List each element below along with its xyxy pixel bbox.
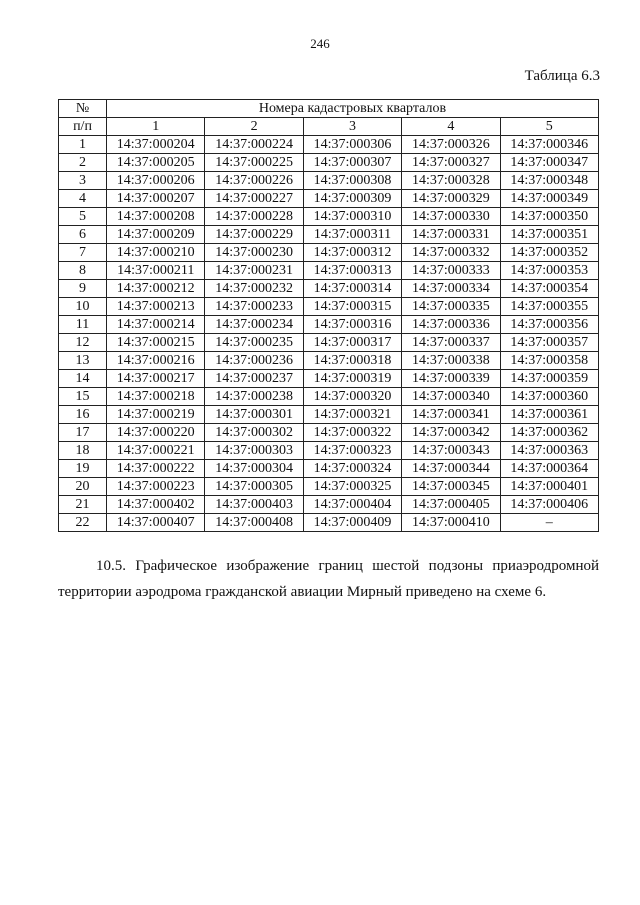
table-row — [59, 514, 599, 532]
cadastral-number-cell: 14:37:000206 — [107, 172, 205, 190]
row-number-cell: 1 — [59, 136, 107, 154]
cadastral-number-cell: 14:37:000404 — [303, 496, 401, 514]
row-number-cell: 5 — [59, 208, 107, 226]
cadastral-number-cell: 14:37:000346 — [500, 136, 598, 154]
row-number-cell: 21 — [59, 496, 107, 514]
cadastral-number-cell: 14:37:000408 — [205, 514, 303, 532]
cadastral-number-cell: 14:37:000335 — [402, 298, 500, 316]
cadastral-number-cell: 14:37:000357 — [500, 334, 598, 352]
cadastral-number-cell: – — [500, 514, 598, 532]
cadastral-number-cell: 14:37:000409 — [303, 514, 401, 532]
row-number-cell: 4 — [59, 190, 107, 208]
cadastral-number-cell: 14:37:000329 — [402, 190, 500, 208]
cadastral-number-cell: 14:37:000204 — [107, 136, 205, 154]
cadastral-number-cell: 14:37:000345 — [402, 478, 500, 496]
cadastral-number-cell: 14:37:000340 — [402, 388, 500, 406]
cadastral-number-cell: 14:37:000356 — [500, 316, 598, 334]
table-row — [59, 478, 599, 496]
row-number-cell: 16 — [59, 406, 107, 424]
cadastral-number-cell: 14:37:000223 — [107, 478, 205, 496]
cadastral-number-cell: 14:37:000364 — [500, 460, 598, 478]
cadastral-number-cell: 14:37:000313 — [303, 262, 401, 280]
cadastral-number-cell: 14:37:000213 — [107, 298, 205, 316]
table-row — [59, 226, 599, 244]
table-row — [59, 388, 599, 406]
cadastral-number-cell: 14:37:000323 — [303, 442, 401, 460]
cadastral-number-cell: 14:37:000205 — [107, 154, 205, 172]
table-row — [59, 136, 599, 154]
cadastral-number-cell: 14:37:000302 — [205, 424, 303, 442]
cadastral-number-cell: 14:37:000342 — [402, 424, 500, 442]
cadastral-number-cell: 14:37:000330 — [402, 208, 500, 226]
cadastral-number-cell: 14:37:000224 — [205, 136, 303, 154]
row-number-cell: 17 — [59, 424, 107, 442]
cadastral-number-cell: 14:37:000225 — [205, 154, 303, 172]
cadastral-number-cell: 14:37:000305 — [205, 478, 303, 496]
table-row — [59, 208, 599, 226]
cadastral-number-cell: 14:37:000210 — [107, 244, 205, 262]
table-row — [59, 406, 599, 424]
row-number-cell: 13 — [59, 352, 107, 370]
cadastral-number-cell: 14:37:000220 — [107, 424, 205, 442]
table-row — [59, 424, 599, 442]
cadastral-number-cell: 14:37:000343 — [402, 442, 500, 460]
table-row — [59, 442, 599, 460]
row-number-cell: 9 — [59, 280, 107, 298]
row-number-cell: 20 — [59, 478, 107, 496]
row-number-cell: 14 — [59, 370, 107, 388]
column-number: 3 — [303, 118, 401, 136]
cadastral-number-cell: 14:37:000227 — [205, 190, 303, 208]
cadastral-number-cell: 14:37:000217 — [107, 370, 205, 388]
cadastral-number-cell: 14:37:000228 — [205, 208, 303, 226]
table-row — [59, 172, 599, 190]
cadastral-number-cell: 14:37:000310 — [303, 208, 401, 226]
cadastral-number-cell: 14:37:000349 — [500, 190, 598, 208]
cadastral-number-cell: 14:37:000222 — [107, 460, 205, 478]
table-row — [59, 244, 599, 262]
cadastral-number-cell: 14:37:000326 — [402, 136, 500, 154]
cadastral-number-cell: 14:37:000321 — [303, 406, 401, 424]
cadastral-number-cell: 14:37:000353 — [500, 262, 598, 280]
cadastral-number-cell: 14:37:000359 — [500, 370, 598, 388]
cadastral-number-cell: 14:37:000316 — [303, 316, 401, 334]
cadastral-number-cell: 14:37:000304 — [205, 460, 303, 478]
cadastral-number-cell: 14:37:000238 — [205, 388, 303, 406]
cadastral-number-cell: 14:37:000410 — [402, 514, 500, 532]
cadastral-number-cell: 14:37:000207 — [107, 190, 205, 208]
table-row — [59, 190, 599, 208]
cadastral-number-cell: 14:37:000301 — [205, 406, 303, 424]
row-number-cell: 2 — [59, 154, 107, 172]
row-number-cell: 7 — [59, 244, 107, 262]
cadastral-number-cell: 14:37:000344 — [402, 460, 500, 478]
cadastral-number-cell: 14:37:000363 — [500, 442, 598, 460]
row-number-cell: 8 — [59, 262, 107, 280]
cadastral-number-cell: 14:37:000317 — [303, 334, 401, 352]
cadastral-number-cell: 14:37:000341 — [402, 406, 500, 424]
cadastral-number-cell: 14:37:000402 — [107, 496, 205, 514]
cadastral-number-cell: 14:37:000351 — [500, 226, 598, 244]
cadastral-number-cell: 14:37:000214 — [107, 316, 205, 334]
column-number: 4 — [402, 118, 500, 136]
cadastral-number-cell: 14:37:000236 — [205, 352, 303, 370]
cadastral-number-cell: 14:37:000231 — [205, 262, 303, 280]
cadastral-number-cell: 14:37:000350 — [500, 208, 598, 226]
cadastral-number-cell: 14:37:000362 — [500, 424, 598, 442]
cadastral-number-cell: 14:37:000354 — [500, 280, 598, 298]
cadastral-number-cell: 14:37:000352 — [500, 244, 598, 262]
cadastral-number-cell: 14:37:000347 — [500, 154, 598, 172]
cadastral-number-cell: 14:37:000303 — [205, 442, 303, 460]
cadastral-number-cell: 14:37:000229 — [205, 226, 303, 244]
cadastral-number-cell: 14:37:000348 — [500, 172, 598, 190]
cadastral-number-cell: 14:37:000320 — [303, 388, 401, 406]
cadastral-number-cell: 14:37:000407 — [107, 514, 205, 532]
table-body — [59, 136, 599, 532]
row-number-cell: 11 — [59, 316, 107, 334]
cadastral-number-cell: 14:37:000235 — [205, 334, 303, 352]
table-row — [59, 460, 599, 478]
cadastral-number-cell: 14:37:000360 — [500, 388, 598, 406]
cadastral-number-cell: 14:37:000312 — [303, 244, 401, 262]
row-number-cell: 12 — [59, 334, 107, 352]
row-number-cell: 19 — [59, 460, 107, 478]
cadastral-number-cell: 14:37:000306 — [303, 136, 401, 154]
row-number-cell: 15 — [59, 388, 107, 406]
cadastral-number-cell: 14:37:000332 — [402, 244, 500, 262]
cadastral-number-cell: 14:37:000401 — [500, 478, 598, 496]
cadastral-number-cell: 14:37:000232 — [205, 280, 303, 298]
table-row — [59, 280, 599, 298]
page-number: 246 — [310, 36, 330, 51]
cadastral-number-cell: 14:37:000307 — [303, 154, 401, 172]
cadastral-number-cell: 14:37:000324 — [303, 460, 401, 478]
table-header-row — [59, 100, 599, 118]
cadastral-number-cell: 14:37:000308 — [303, 172, 401, 190]
cadastral-number-cell: 14:37:000318 — [303, 352, 401, 370]
cadastral-number-cell: 14:37:000406 — [500, 496, 598, 514]
table-row — [59, 352, 599, 370]
cadastral-number-cell: 14:37:000333 — [402, 262, 500, 280]
cadastral-number-cell: 14:37:000328 — [402, 172, 500, 190]
table-row — [59, 154, 599, 172]
cadastral-number-cell: 14:37:000339 — [402, 370, 500, 388]
table-row — [59, 316, 599, 334]
cadastral-number-cell: 14:37:000358 — [500, 352, 598, 370]
row-number-cell: 10 — [59, 298, 107, 316]
cadastral-number-cell: 14:37:000314 — [303, 280, 401, 298]
cadastral-number-cell: 14:37:000208 — [107, 208, 205, 226]
table-caption: Таблица 6.3 — [524, 68, 600, 84]
cadastral-quarters-table — [58, 99, 599, 532]
cadastral-number-cell: 14:37:000322 — [303, 424, 401, 442]
cadastral-number-cell: 14:37:000327 — [402, 154, 500, 172]
table-row — [59, 298, 599, 316]
row-number-cell: 18 — [59, 442, 107, 460]
cadastral-number-cell: 14:37:000311 — [303, 226, 401, 244]
table-row — [59, 334, 599, 352]
table-column-numbers-row — [59, 118, 599, 136]
table-row — [59, 370, 599, 388]
cadastral-number-cell: 14:37:000218 — [107, 388, 205, 406]
cadastral-number-cell: 14:37:000216 — [107, 352, 205, 370]
cadastral-number-cell: 14:37:000309 — [303, 190, 401, 208]
cadastral-number-cell: 14:37:000337 — [402, 334, 500, 352]
row-number-cell: 3 — [59, 172, 107, 190]
cadastral-number-cell: 14:37:000331 — [402, 226, 500, 244]
cadastral-number-cell: 14:37:000338 — [402, 352, 500, 370]
cadastral-number-cell: 14:37:000215 — [107, 334, 205, 352]
table-row — [59, 496, 599, 514]
cadastral-number-cell: 14:37:000209 — [107, 226, 205, 244]
table-row — [59, 262, 599, 280]
cadastral-number-cell: 14:37:000234 — [205, 316, 303, 334]
cadastral-number-cell: 14:37:000355 — [500, 298, 598, 316]
cadastral-number-cell: 14:37:000325 — [303, 478, 401, 496]
cadastral-number-cell: 14:37:000319 — [303, 370, 401, 388]
column-number: 1 — [107, 118, 205, 136]
num-header-bottom: п/п — [59, 118, 107, 136]
num-header-top: № — [59, 100, 107, 118]
cadastral-number-cell: 14:37:000334 — [402, 280, 500, 298]
row-number-cell: 6 — [59, 226, 107, 244]
cadastral-number-cell: 14:37:000405 — [402, 496, 500, 514]
column-number: 5 — [500, 118, 598, 136]
cadastral-number-cell: 14:37:000233 — [205, 298, 303, 316]
cadastral-number-cell: 14:37:000336 — [402, 316, 500, 334]
cadastral-number-cell: 14:37:000361 — [500, 406, 598, 424]
cadastral-number-cell: 14:37:000237 — [205, 370, 303, 388]
row-number-cell: 22 — [59, 514, 107, 532]
group-header: Номера кадастровых кварталов — [107, 100, 599, 118]
cadastral-number-cell: 14:37:000230 — [205, 244, 303, 262]
cadastral-number-cell: 14:37:000211 — [107, 262, 205, 280]
cadastral-number-cell: 14:37:000403 — [205, 496, 303, 514]
cadastral-number-cell: 14:37:000226 — [205, 172, 303, 190]
cadastral-number-cell: 14:37:000315 — [303, 298, 401, 316]
cadastral-number-cell: 14:37:000212 — [107, 280, 205, 298]
cadastral-number-cell: 14:37:000219 — [107, 406, 205, 424]
cadastral-number-cell: 14:37:000221 — [107, 442, 205, 460]
body-paragraph: 10.5. Графическое изображение границ шестой подзоны приаэродромной территории аэродрома гражданской авиации Мирный приведено на схеме 6. — [58, 558, 599, 600]
column-number: 2 — [205, 118, 303, 136]
